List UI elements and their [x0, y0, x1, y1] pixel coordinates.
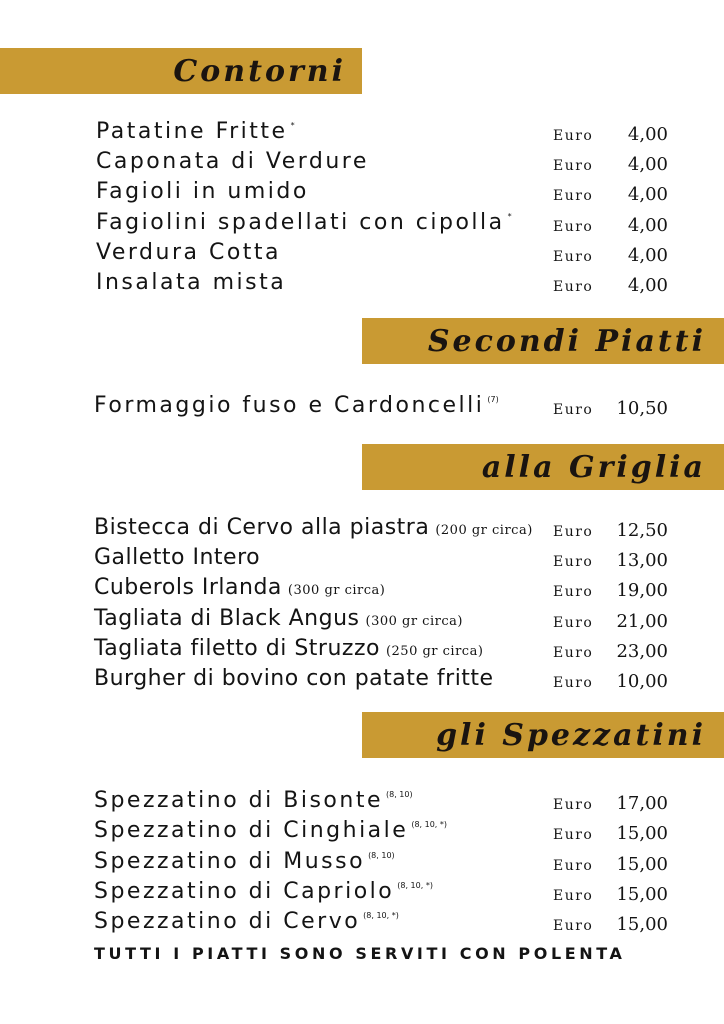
dish-name	[96, 270, 286, 295]
dish-label: Caponata di Verdure	[96, 149, 369, 175]
dish-name	[94, 515, 533, 540]
menu-item-row	[0, 544, 724, 574]
menu-item-row	[0, 908, 724, 938]
dish-name	[94, 666, 494, 691]
allergen-mark: (8, 10, *)	[363, 911, 399, 921]
allergen-mark: (8, 10)	[368, 850, 395, 860]
weight-note: (300 gr circa)	[365, 613, 463, 629]
dish-label: Insalata mista	[96, 270, 287, 295]
dish-label: Verdura Cotta	[96, 239, 282, 265]
dish-name	[96, 179, 309, 204]
section-title: Contorni	[173, 53, 346, 89]
menu-item-row	[0, 209, 724, 239]
dish-price: 15,00	[616, 914, 668, 936]
menu-item-row	[0, 787, 724, 817]
dish-price: 12,50	[616, 520, 668, 541]
dish-price: 13,00	[616, 550, 668, 572]
menu-item-row	[0, 514, 724, 544]
dish-price: 4,00	[627, 124, 668, 145]
currency-label: Euro	[553, 675, 594, 691]
dish-label: Spezzatino di Musso	[94, 848, 366, 874]
dish-label: Spezzatino di Bisonte	[94, 788, 383, 813]
currency-label: Euro	[553, 554, 594, 571]
currency-label: Euro	[553, 158, 594, 175]
menu-item-row	[0, 178, 724, 208]
currency-label: Euro	[553, 827, 594, 844]
dish-name	[96, 240, 281, 265]
dish-price: 4,00	[627, 184, 668, 206]
menu-item-row	[0, 118, 724, 148]
weight-note: (250 gr circa)	[385, 643, 484, 659]
dish-label: Tagliata filetto di Struzzo	[94, 635, 380, 661]
currency-label: Euro	[553, 218, 594, 235]
menu-item-row	[0, 665, 724, 695]
dish-name	[94, 545, 260, 570]
dish-price: 10,50	[616, 398, 668, 419]
dish-price: 21,00	[616, 610, 668, 632]
allergen-mark: (8, 10, *)	[411, 820, 448, 830]
dish-price: 15,00	[616, 853, 668, 875]
dish-price: 4,00	[627, 154, 668, 176]
allergen-mark: *	[290, 121, 295, 130]
dish-label: Tagliata di Black Angus	[94, 605, 360, 631]
dish-name	[94, 393, 499, 418]
menu-item-row	[0, 635, 724, 665]
section-title: Secondi Piatti	[427, 323, 706, 359]
allergen-mark: (7)	[487, 395, 499, 404]
menu-item-row	[0, 817, 724, 847]
currency-label: Euro	[553, 644, 594, 661]
currency-label: Euro	[553, 857, 594, 874]
section-banner-contorni	[0, 48, 362, 94]
currency-label: Euro	[553, 614, 594, 631]
dish-price: 15,00	[616, 883, 668, 905]
dish-label: Bistecca di Cervo alla piastra	[94, 515, 430, 540]
dish-label: Fagiolini spadellati con cipolla	[96, 209, 505, 235]
menu-item-row	[0, 848, 724, 878]
dish-name	[94, 788, 413, 813]
allergen-mark: (8, 10)	[385, 790, 413, 799]
menu-item-row	[0, 605, 724, 635]
dish-name	[94, 606, 463, 631]
currency-label: Euro	[553, 188, 594, 205]
menu-item-row	[0, 878, 724, 908]
dish-name	[94, 879, 433, 904]
dish-label: Cuberols Irlanda	[94, 575, 282, 601]
dish-price: 19,00	[616, 580, 668, 602]
menu-item-row	[0, 148, 724, 178]
dish-name	[94, 909, 399, 934]
section-banner-secondi-piatti	[362, 318, 724, 364]
section-title: alla Griglia	[481, 449, 706, 485]
dish-price: 4,00	[627, 214, 668, 236]
weight-note: (300 gr circa)	[287, 583, 386, 599]
dish-price: 23,00	[616, 640, 668, 662]
dish-name	[94, 575, 385, 600]
dish-price: 10,00	[616, 671, 668, 692]
dish-price: 4,00	[627, 244, 668, 266]
dish-label: Spezzatino di Cinghiale	[94, 818, 409, 844]
dish-name	[94, 818, 447, 843]
dish-label: Burgher di bovino con patate fritte	[94, 666, 494, 691]
currency-label: Euro	[553, 524, 594, 540]
dish-name	[94, 849, 395, 874]
dish-label: Fagioli in umido	[96, 179, 309, 205]
allergen-mark: *	[507, 211, 512, 221]
dish-label: Spezzatino di Capriolo	[94, 878, 395, 904]
dish-label: Spezzatino di Cervo	[94, 909, 361, 935]
dish-name	[94, 636, 483, 661]
menu-item-row	[0, 574, 724, 604]
currency-label: Euro	[553, 279, 594, 295]
dish-price: 4,00	[627, 275, 668, 296]
menu-item-row	[0, 239, 724, 269]
dish-price: 17,00	[616, 793, 668, 814]
section-title: gli Spezzatini	[436, 717, 706, 753]
menu-item-row	[0, 392, 724, 422]
dish-name	[96, 210, 512, 235]
dish-name	[96, 149, 369, 174]
currency-label: Euro	[553, 887, 594, 904]
dish-label: Formaggio fuso e Cardoncelli	[94, 393, 485, 418]
currency-label: Euro	[553, 248, 594, 265]
section-banner-alla-griglia	[362, 444, 724, 490]
currency-label: Euro	[553, 918, 594, 935]
dish-label: Patatine Fritte	[96, 119, 288, 144]
allergen-mark: (8, 10, *)	[397, 880, 433, 890]
weight-note: (200 gr circa)	[435, 523, 533, 538]
section-banner-gli-spezzatini	[362, 712, 724, 758]
currency-label: Euro	[553, 797, 594, 813]
polenta-footer-note: TUTTI I PIATTI SONO SERVITI CON POLENTA	[94, 944, 626, 963]
dish-price: 15,00	[616, 823, 668, 845]
currency-label: Euro	[553, 128, 594, 144]
currency-label: Euro	[553, 584, 594, 601]
menu-item-row	[0, 269, 724, 299]
dish-label: Galletto Intero	[94, 545, 261, 571]
currency-label: Euro	[553, 402, 594, 418]
dish-name	[96, 119, 295, 144]
